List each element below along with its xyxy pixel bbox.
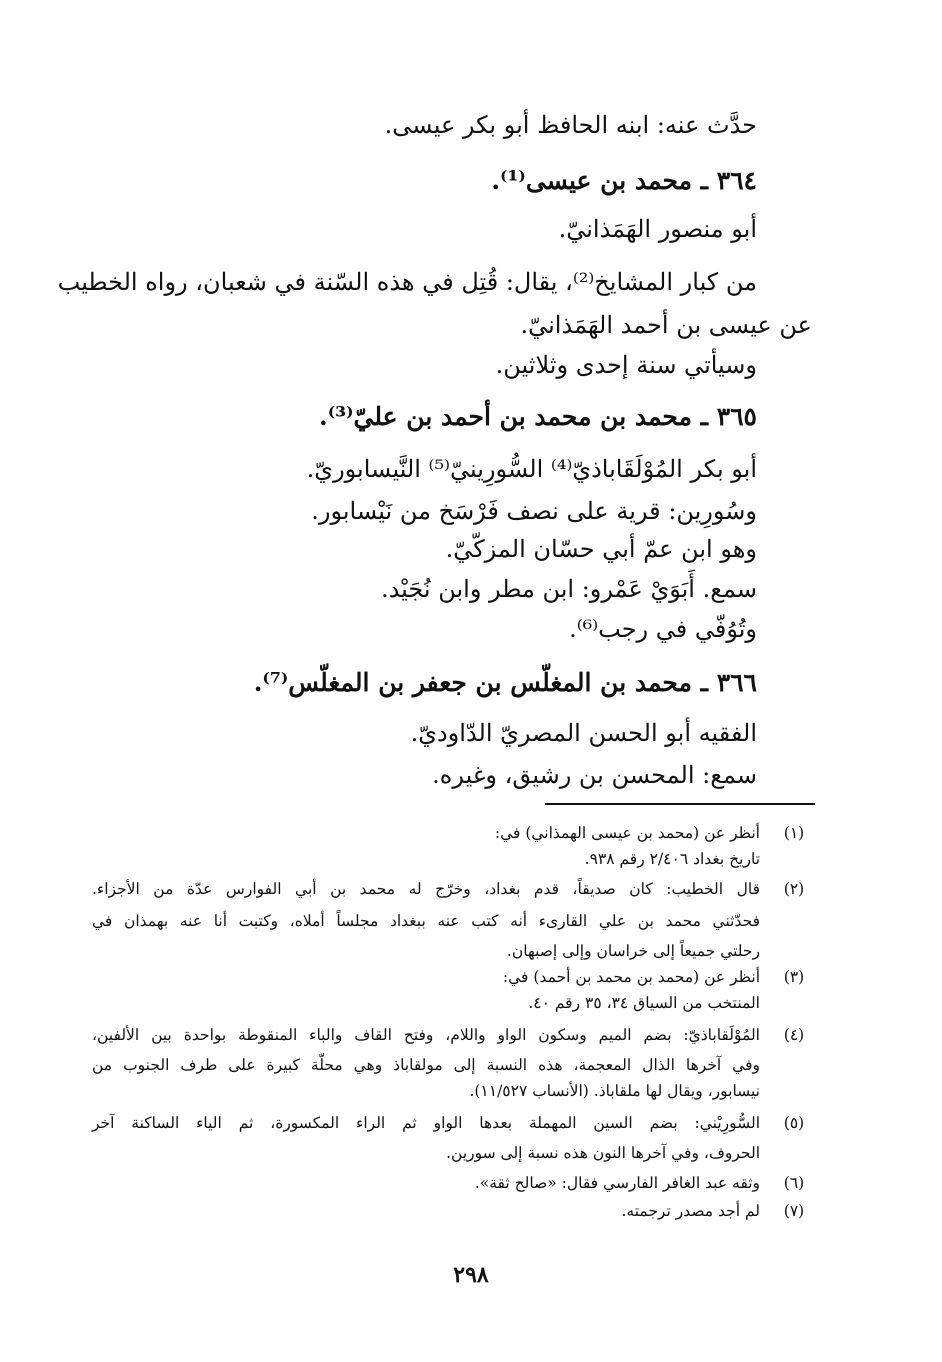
footnote-line: أنظر عن (محمد بن عيسى الهمذاني) في: <box>494 824 760 842</box>
footnote-line: نيسابور، ويقال لها ملقاباذ. (الأنساب ١١/٥٢٧). <box>469 1082 760 1100</box>
body-line: وتُوُفّي في رجب⁽⁶⁾. <box>569 615 757 643</box>
entry-heading-366: ٣٦٦ ـ محمد بن المغلّس بن جعفر بن المغلّس⁽⁷⁾. <box>253 668 757 697</box>
body-line: الفقيه أبو الحسن المصريّ الدّاوديّ. <box>410 719 757 747</box>
body-line: سمع: المحسن بن رشيق، وغيره. <box>432 761 757 789</box>
footnote-divider <box>545 803 815 805</box>
footnote-number: (٣) <box>783 968 805 986</box>
body-line: وسيأتي سنة إحدى وثلاثين. <box>495 351 757 379</box>
body-line: عن عيسى بن أحمد الهَمَذانيّ. <box>520 311 812 339</box>
body-line: سمع. أَبَوَيْ عَمْرو: ابن مطر وابن نُجَيْد. <box>380 575 757 603</box>
footnote-line: المُوْلَقاباذيّ: بضم الميم وسكون الواو واللام، وفتح القاف والباء المنقوطة بواحدة بين الألفين، <box>92 1026 760 1044</box>
page-number: ٢٩٨ <box>453 1262 489 1288</box>
footnote-line: تاريخ بغداد ٢/٤٠٦ رقم ٩٣٨. <box>584 850 760 868</box>
body-line: حدَّث عنه: ابنه الحافظ أبو بكر عيسى. <box>384 111 757 139</box>
footnote-number: (٢) <box>783 880 805 898</box>
footnote-line: السُّورِيْني: بضم السين المهملة بعدها الواو ثم الراء المكسورة، ثم الياء الساكنة آخر <box>92 1114 760 1132</box>
footnote-number: (٧) <box>783 1202 805 1220</box>
footnote-line: فحدّثني محمد بن علي القارىء أنه كتب عنه ببغداد مجلساً أملاه، وكتبت أنا عنه بهمذان في <box>92 912 760 930</box>
body-line: وهو ابن عمّ أبي حسّان المزكّيّ. <box>445 535 757 563</box>
footnote-line: الحروف، وفي آخرها النون هذه نسبة إلى سورين. <box>446 1144 760 1162</box>
footnote-line: لم أجد مصدر ترجمته. <box>621 1202 760 1220</box>
footnote-line: أنظر عن (محمد بن محمد بن أحمد) في: <box>502 968 760 986</box>
footnote-number: (١) <box>783 824 805 842</box>
footnote-number: (٥) <box>783 1114 805 1132</box>
body-line: أبو منصور الهَمَذانيّ. <box>558 215 757 243</box>
body-line: أبو بكر المُوْلَقَاباذيّ⁽⁴⁾ السُّورِينيّ⁽⁵⁾ النَّيسابوريّ. <box>306 455 757 483</box>
footnote-line: المنتخب من السياق ٣٤، ٣٥ رقم ٤٠. <box>528 994 760 1012</box>
entry-heading-364: ٣٦٤ ـ محمد بن عيسى⁽¹⁾. <box>491 166 757 195</box>
footnote-line: قال الخطيب: كان صديقاً، قدم بغداد، وخرّج له محمد بن أبي الفوارس عدّة من الأجزاء. <box>92 880 760 898</box>
entry-heading-365: ٣٦٥ ـ محمد بن محمد بن أحمد بن عليّ⁽³⁾. <box>319 402 757 431</box>
footnote-line: رحلتي جميعاً إلى خراسان وإلى إصبهان. <box>506 942 760 960</box>
footnote-line: وفي آخرها الذال المعجمة، هذه النسبة إلى مولقاباذ وهي محلّة كبيرة على طرف الجنوب من <box>92 1056 760 1074</box>
footnote-number: (٤) <box>783 1026 805 1044</box>
body-line: وسُورِين: قرية على نصف فَرْسَخ من نَيْسابور. <box>311 497 757 525</box>
footnote-line: وثقه عبد الغافر الفارسي فقال: «صالح ثقة». <box>474 1174 760 1192</box>
footnote-number: (٦) <box>783 1174 805 1192</box>
body-line: من كبار المشايخ⁽²⁾، يقال: قُتِل في هذه السّنة في شعبان، رواه الخطيب <box>57 268 757 296</box>
